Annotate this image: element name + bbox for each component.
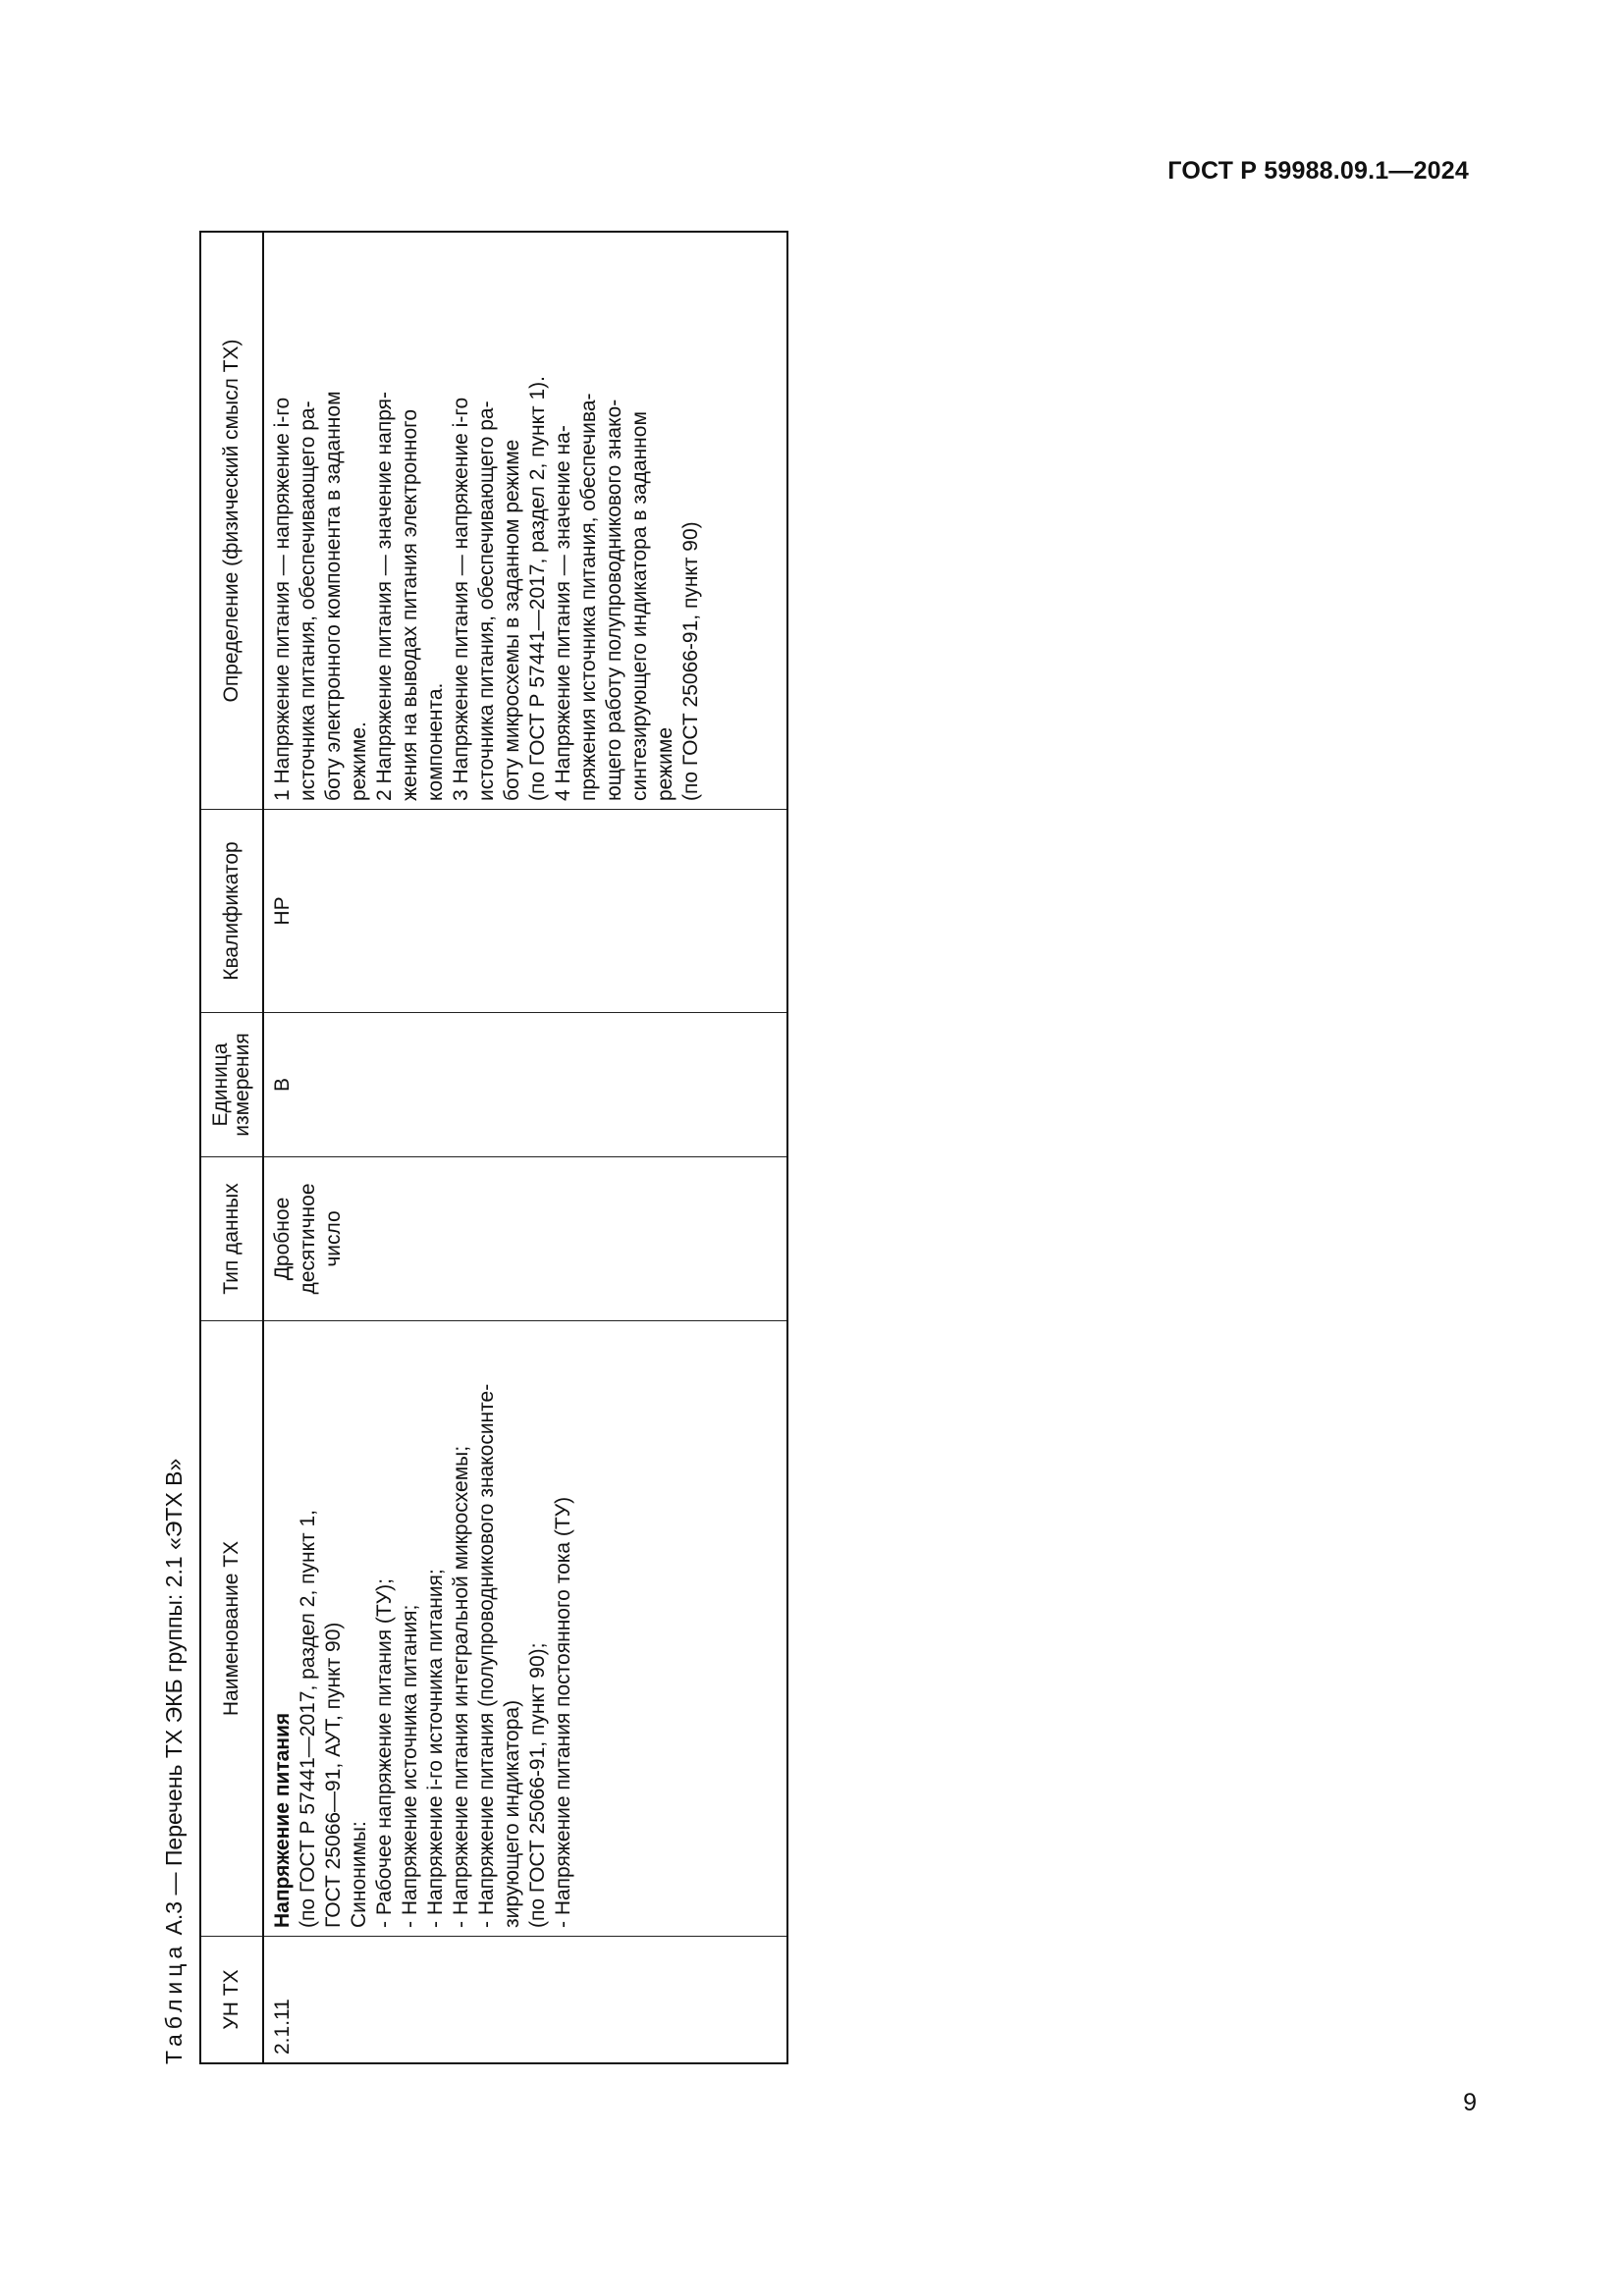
- name-line: (по ГОСТ Р 57441—2017, раздел 2, пункт 1,: [297, 1510, 319, 1928]
- col-header-un: УН ТХ: [200, 1937, 263, 2064]
- definition-line: 1 Напряжение питания — напряжение i-го: [271, 397, 294, 801]
- data-type-line: десятичное: [297, 1183, 319, 1295]
- table-caption-text: А.3 — Перечень ТХ ЭКБ группы: 2.1 «ЭТХ В»: [161, 1458, 187, 1942]
- cell-unit: В: [263, 1013, 787, 1157]
- rotated-table-block: [154, 231, 792, 2064]
- definition-line: синтезирующего индикатора в заданном: [628, 411, 651, 801]
- definition-line: источника питания, обеспечивающего ра-: [475, 400, 498, 801]
- definition-line: 4 Напряжение питания — значение на-: [552, 425, 574, 801]
- table-caption-prefix: Таблица: [161, 1941, 187, 2064]
- page-number: 9: [1463, 2089, 1477, 2116]
- col-header-unit: Единица измерения: [200, 1013, 263, 1157]
- data-type-line: число: [322, 1210, 345, 1267]
- definition-line: боту электронного компонента в заданном: [322, 391, 345, 801]
- name-line: ГОСТ 25066—91, АУТ, пункт 90): [322, 1622, 345, 1928]
- definition-line: источника питания, обеспечивающего ра-: [297, 400, 319, 801]
- characteristics-table: [199, 231, 788, 2064]
- cell-definition: [263, 232, 787, 810]
- definition-line: режиме.: [348, 721, 370, 801]
- name-line: - Напряжение источника питания;: [399, 1604, 421, 1928]
- definition-line: 2 Напряжение питания — значение напря-: [373, 391, 396, 801]
- name-line: - Рабочее напряжение питания (ТУ);: [373, 1578, 396, 1928]
- name-line: - Напряжение питания (полупроводникового знакосинте-: [475, 1383, 498, 1928]
- col-header-definition: Определение (физический смысл ТХ): [200, 232, 263, 810]
- col-header-name: Наименование ТХ: [200, 1321, 263, 1937]
- name-line: - Напряжение i-го источника питания;: [424, 1569, 447, 1928]
- name-line: - Напряжение питания постоянного тока (ТУ): [552, 1496, 574, 1928]
- table-row: [263, 232, 787, 2063]
- term-title: Напряжение питания: [271, 1712, 294, 1928]
- definition-line: жения на выводах питания электронного: [399, 408, 421, 801]
- definition-line: пряжения источника питания, обеспечива-: [577, 393, 600, 801]
- definition-line: ющего работу полупроводникового знако-: [603, 399, 625, 801]
- cell-un: 2.1.11: [263, 1937, 787, 2064]
- definition-line: режиме: [654, 726, 677, 801]
- document-code: ГОСТ Р 59988.09.1—2024: [1167, 157, 1469, 185]
- cell-name: [263, 1321, 787, 1937]
- definition-line: компонента.: [424, 682, 447, 801]
- cell-qualifier: НР: [263, 810, 787, 1013]
- name-line: зирующего индикатора): [501, 1699, 523, 1928]
- cell-data-type: [263, 1157, 787, 1321]
- name-line: Синонимы:: [348, 1821, 370, 1928]
- definition-line: (по ГОСТ Р 57441—2017, раздел 2, пункт 1).: [526, 376, 549, 801]
- name-line: - Напряжение питания интегральной микросхемы;: [450, 1445, 472, 1928]
- definition-line: (по ГОСТ 25066-91, пункт 90): [679, 521, 702, 801]
- name-line: (по ГОСТ 25066-91, пункт 90);: [526, 1642, 549, 1928]
- data-type-line: Дробное: [271, 1197, 294, 1281]
- definition-line: 3 Напряжение питания — напряжение i-го: [450, 397, 472, 801]
- col-header-qualifier: Квалификатор: [200, 810, 263, 1013]
- table-caption: [154, 231, 193, 2064]
- definition-line: боту микросхемы в заданном режиме: [501, 439, 523, 801]
- col-header-type: Тип данных: [200, 1157, 263, 1321]
- table-header-row: [200, 232, 263, 2063]
